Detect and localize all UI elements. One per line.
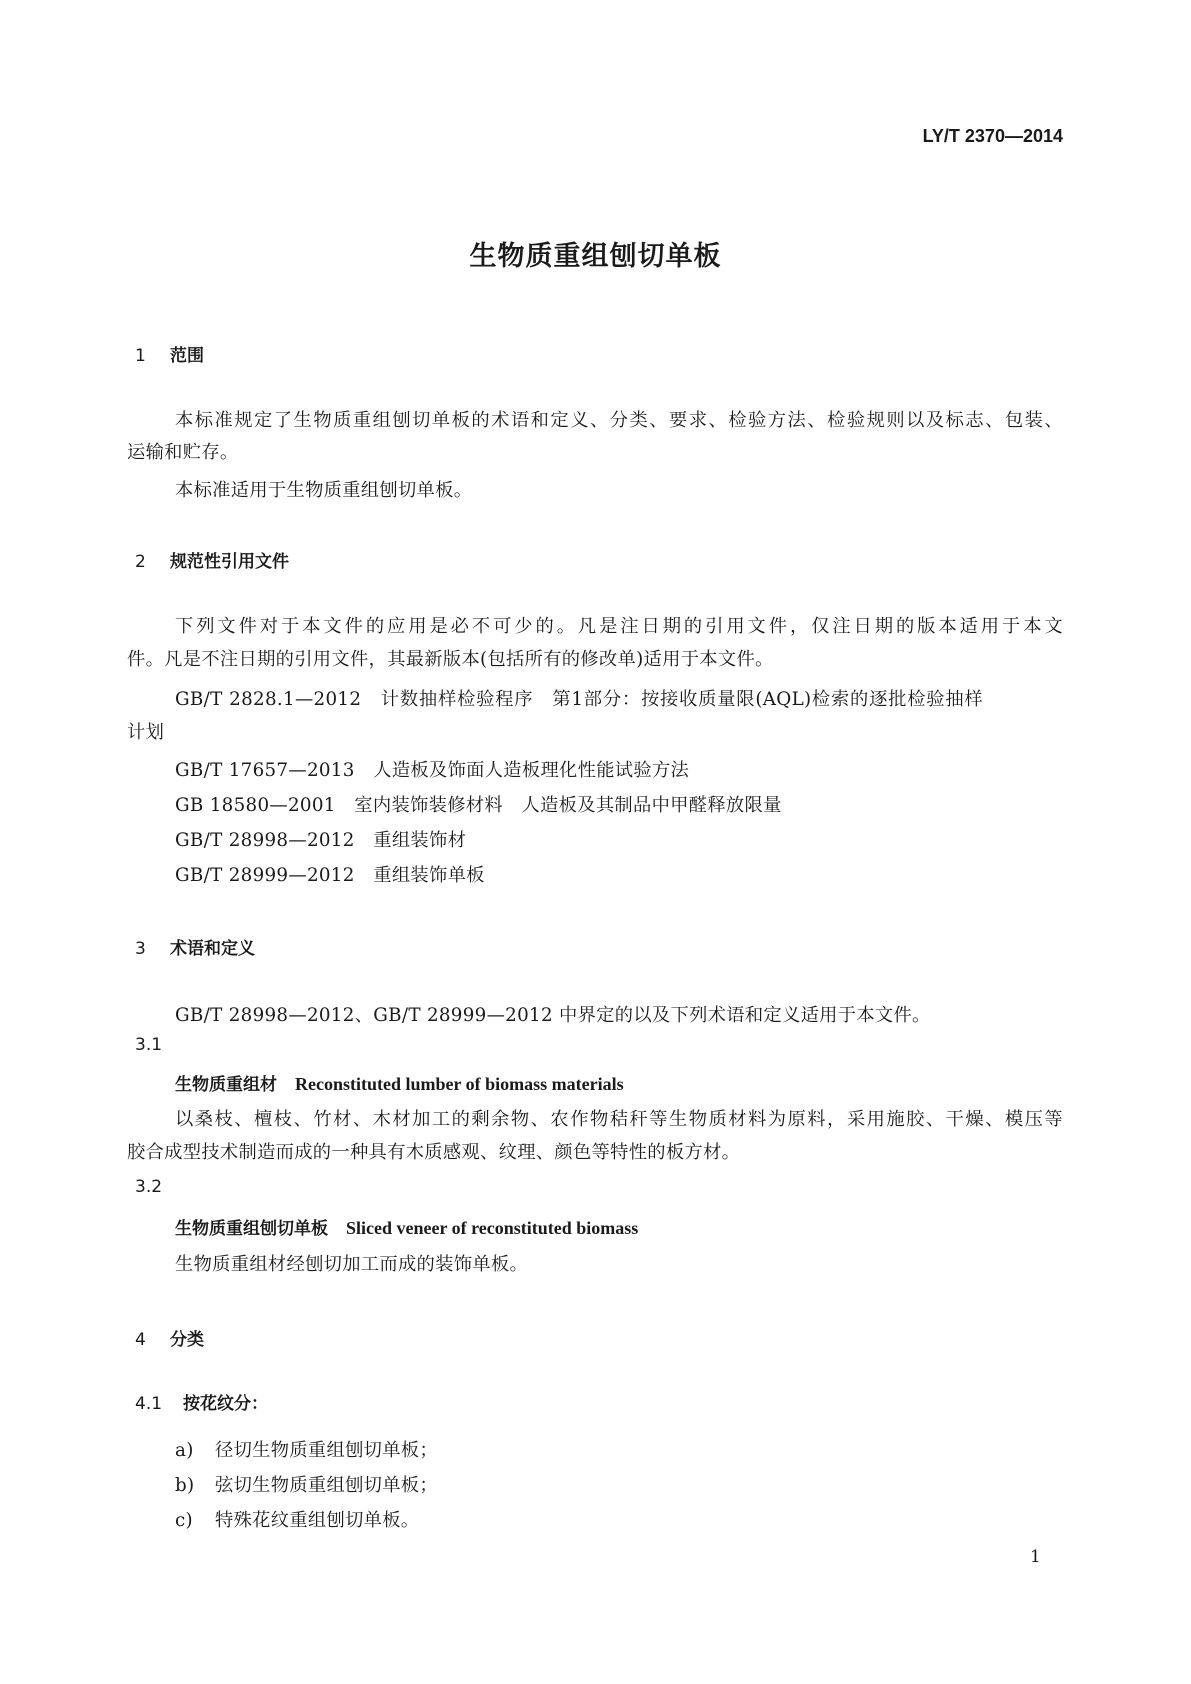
term-number: 3.2 <box>135 1177 163 1197</box>
scope-applicability: 本标准适用于生物质重组刨切单板。 <box>175 480 473 501</box>
reference-item: GB 18580—2001 室内装饰装修材料 人造板及其制品中甲醛释放限量 <box>175 795 782 816</box>
document-title: 生物质重组刨切单板 <box>469 241 722 272</box>
term-definition-line: 胶合成型技术制造而成的一种具有木质感观、纹理、颜色等特性的板方材。 <box>127 1142 741 1163</box>
reference-item: GB/T 28999—2012 重组装饰单板 <box>175 865 485 886</box>
section-3-heading: 3 术语和定义 <box>135 939 255 959</box>
reference-item: GB/T 17657—2013 人造板及饰面人造板理化性能试验方法 <box>175 760 690 781</box>
term-definition: 生物质重组材经刨切加工而成的装饰单板。 <box>175 1254 529 1275</box>
standard-code: LY/T 2370—2014 <box>922 126 1063 146</box>
section-4-1-heading: 4.1 按花纹分： <box>135 1394 268 1414</box>
scope-paragraph-line: 本标准规定了生物质重组刨切单板的术语和定义、分类、要求、检验方法、检验规则以及标志、包装、 <box>175 410 1063 431</box>
references-intro-line: 下列文件对于本文件的应用是必不可少的。凡是注日期的引用文件，仅注日期的版本适用于本文 <box>175 616 1063 637</box>
page-number: 1 <box>1030 1547 1041 1567</box>
list-item: b) 弦切生物质重组刨切单板； <box>175 1475 438 1496</box>
term-3-2: 生物质重组刨切单板 Sliced veneer of reconstituted biomass <box>175 1218 639 1239</box>
term-definition-line: 以桑枝、檀枝、竹材、木材加工的剩余物、农作物秸秆等生物质材料为原料，采用施胶、干燥、模压等 <box>175 1109 1063 1130</box>
list-item: a) 径切生物质重组刨切单板； <box>175 1440 438 1461</box>
reference-item-cont: 计划 <box>127 722 165 743</box>
scope-paragraph-line: 运输和贮存。 <box>127 442 239 463</box>
list-item: c) 特殊花纹重组刨切单板。 <box>175 1510 420 1531</box>
term-number: 3.1 <box>135 1035 163 1055</box>
section-1-heading: 1 范围 <box>135 346 204 366</box>
section-4-heading: 4 分类 <box>135 1330 204 1350</box>
terms-intro: GB/T 28998—2012、GB/T 28999—2012 中界定的以及下列术语和定义适用于本文件。 <box>175 1005 931 1026</box>
reference-item: GB/T 28998—2012 重组装饰材 <box>175 830 467 851</box>
references-intro-line: 件。凡是不注日期的引用文件，其最新版本(包括所有的修改单)适用于本文件。 <box>127 649 774 670</box>
section-2-heading: 2 规范性引用文件 <box>135 552 289 572</box>
term-3-1: 生物质重组材 Reconstituted lumber of biomass materials <box>175 1074 624 1095</box>
reference-item: GB/T 2828.1—2012 计数抽样检验程序 第1部分：按接收质量限(AQL)检索的逐批检验抽样 <box>175 689 983 710</box>
